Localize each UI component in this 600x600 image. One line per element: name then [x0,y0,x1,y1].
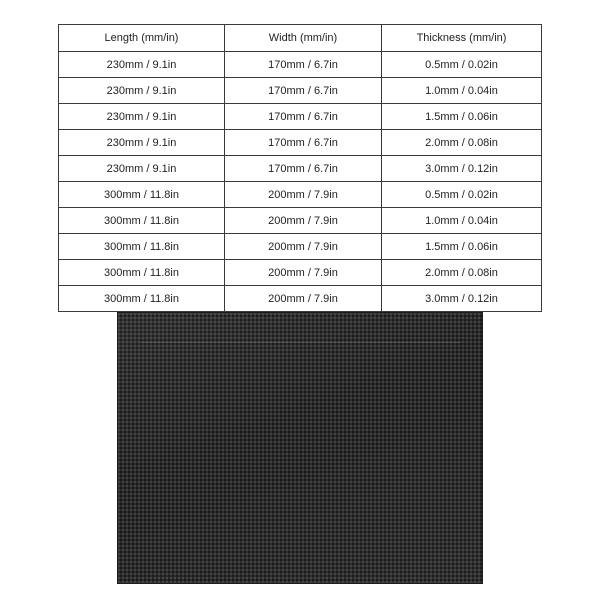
cell-width: 170mm / 6.7in [225,130,382,156]
cell-length: 230mm / 9.1in [59,104,225,130]
header-width: Width (mm/in) [225,25,382,52]
table-row [59,78,542,104]
cell-length: 230mm / 9.1in [59,130,225,156]
cell-width: 170mm / 6.7in [225,78,382,104]
table-row [59,234,542,260]
cell-thickness: 0.5mm / 0.02in [382,52,542,78]
table-header-row [59,25,542,52]
cell-thickness: 1.5mm / 0.06in [382,104,542,130]
cell-thickness: 1.5mm / 0.06in [382,234,542,260]
header-length: Length (mm/in) [59,25,225,52]
cell-thickness: 1.0mm / 0.04in [382,78,542,104]
cell-width: 170mm / 6.7in [225,156,382,182]
cell-length: 300mm / 11.8in [59,260,225,286]
cell-length: 300mm / 11.8in [59,234,225,260]
cell-width: 170mm / 6.7in [225,52,382,78]
cell-length: 300mm / 11.8in [59,182,225,208]
cell-width: 200mm / 7.9in [225,182,382,208]
cell-length: 230mm / 9.1in [59,78,225,104]
cell-width: 200mm / 7.9in [225,260,382,286]
table-row [59,156,542,182]
cell-thickness: 3.0mm / 0.12in [382,156,542,182]
header-thickness: Thickness (mm/in) [382,25,542,52]
table-row [59,130,542,156]
cell-width: 170mm / 6.7in [225,104,382,130]
table-row [59,286,542,312]
cell-thickness: 2.0mm / 0.08in [382,260,542,286]
cell-width: 200mm / 7.9in [225,286,382,312]
table-row [59,208,542,234]
cell-width: 200mm / 7.9in [225,234,382,260]
table-row [59,104,542,130]
cell-thickness: 0.5mm / 0.02in [382,182,542,208]
carbon-fiber-sheet-image [117,312,483,584]
table-row [59,260,542,286]
cell-thickness: 3.0mm / 0.12in [382,286,542,312]
sheet-texture-highlight [141,342,461,343]
cell-thickness: 2.0mm / 0.08in [382,130,542,156]
cell-length: 230mm / 9.1in [59,52,225,78]
cell-length: 300mm / 11.8in [59,208,225,234]
table-row [59,52,542,78]
cell-thickness: 1.0mm / 0.04in [382,208,542,234]
cell-width: 200mm / 7.9in [225,208,382,234]
cell-length: 300mm / 11.8in [59,286,225,312]
cell-length: 230mm / 9.1in [59,156,225,182]
size-spec-table [58,24,542,312]
table-row [59,182,542,208]
